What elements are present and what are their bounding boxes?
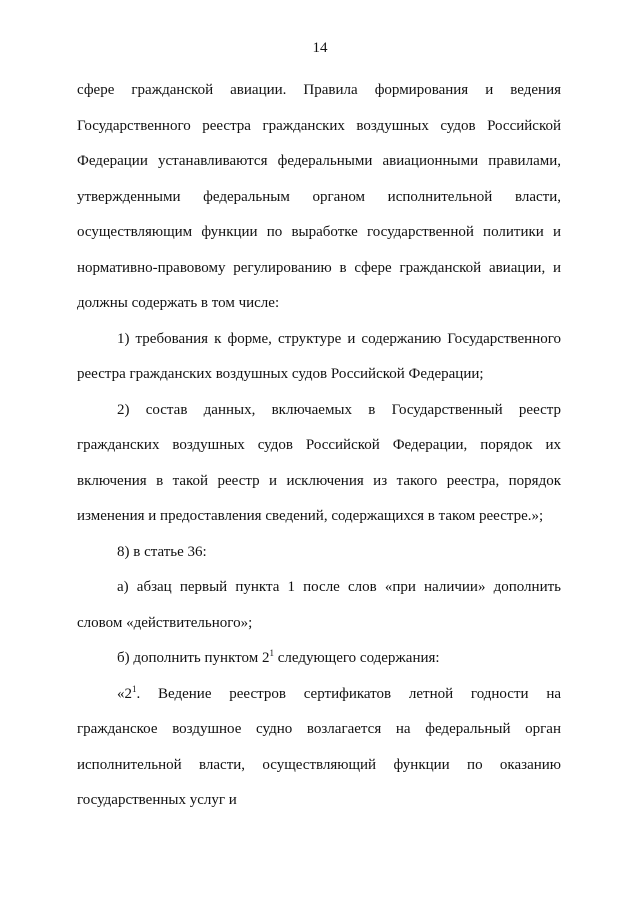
superscript-index: 1 — [269, 648, 274, 658]
paragraph-item-1-requirements: 1) требования к форме, структуре и содержанию Государственного реестра гражданских воздушных судов Российской Федерации; — [77, 330, 561, 382]
paragraph-clause-2-1-text-start: «2 — [117, 685, 132, 702]
paragraph-item-2-data-composition: 2) состав данных, включаемых в Государственный реестр гражданских воздушных судов Российской Федерации, порядок их включения в такой реестр и исключения из такого реестра, порядок изменения и предоставления сведений, содержащихся в таком реестре.»; — [77, 401, 561, 524]
paragraph-item-8-article-36: 8) в статье 36: — [117, 543, 207, 560]
paragraph-item-b-add-clause — [77, 641, 561, 677]
superscript-index: 1 — [132, 683, 137, 694]
paragraph-item-b-text-end: следующего содержания: — [273, 650, 440, 666]
document-body — [77, 73, 561, 819]
paragraph-clause-2-1-text-end: . Ведение реестров сертификатов летной годности на гражданское воздушное судно возлагается на федеральный орган исполнительной власти, осуществляющий функции по оказанию государственных услуг и — [77, 685, 561, 808]
paragraph-civil-aviation-rules: сфере гражданской авиации. Правила формирования и ведения Государственного реестра гражданских воздушных судов Российской Федерации устанавливаются федеральными авиационными правилами, утвержденными федеральным органом исполнительной власти, осуществляющим функции по выработке государственной политики и нормативно-правовому регулированию в сфере гражданской авиации, и должны содержать в том числе: — [77, 82, 561, 311]
paragraph-item-a-amend-clause-1: а) абзац первый пункта 1 после слов «при наличии» дополнить словом «действительного»; — [77, 579, 561, 631]
paragraph-item-b-text-start: б) дополнить пунктом 2 — [117, 650, 270, 666]
page-number: 14 — [312, 40, 328, 56]
paragraph-clause-2-1-text — [77, 677, 561, 819]
